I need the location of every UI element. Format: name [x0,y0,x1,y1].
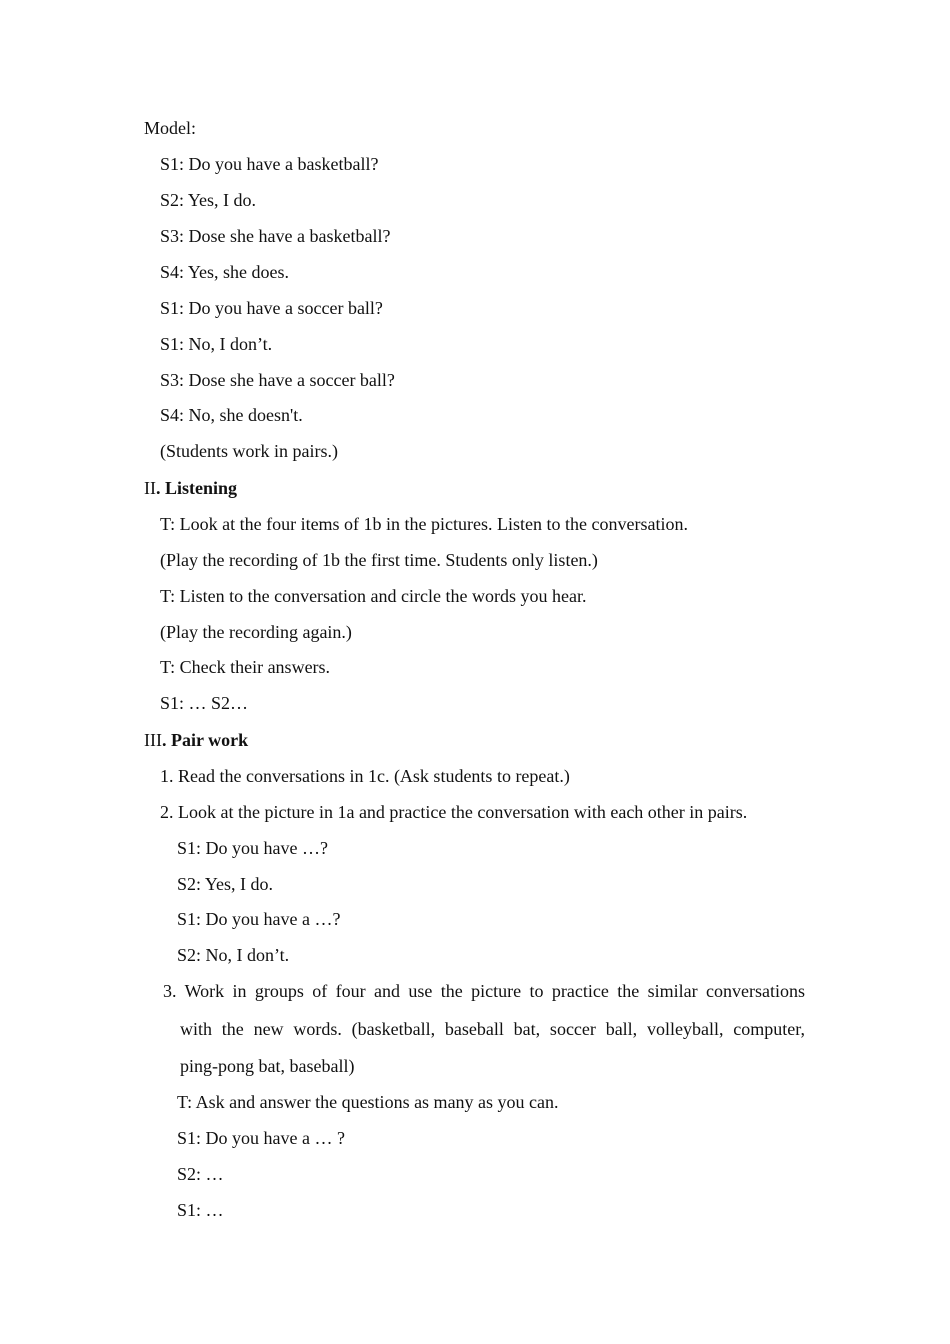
step-2-dialogue-line: S2: No, I don’t. [177,945,290,965]
listening-title: . Listening [156,478,238,498]
model-note: (Students work in pairs.) [160,441,338,461]
pair-work-number: III [144,730,162,750]
pair-work-heading [144,729,248,751]
pair-work-step-3-line-2: with the new words. (basketball, baseball bat, soccer ball, volleyball, computer, [180,1019,805,1039]
model-line: S4: Yes, she does. [160,262,290,282]
model-line: S2: Yes, I do. [160,190,257,210]
step-3-dialogue-line: S2: … [177,1164,224,1184]
pair-work-step-3-line-3: ping-pong bat, baseball) [180,1056,355,1076]
listening-line: S1: … S2… [160,693,249,713]
listening-line: T: Listen to the conversation and circle the words you hear. [160,586,587,606]
pair-work-title: . Pair work [161,730,249,750]
listening-line: (Play the recording of 1b the first time. Students only listen.) [160,550,598,570]
pair-work-step-2: 2. Look at the picture in 1a and practice the conversation with each other in pairs. [160,802,748,822]
step-3-dialogue-line: S1: … [177,1200,224,1220]
listening-number: II [144,478,156,498]
model-label: Model: [144,118,196,138]
pair-work-step-1: 1. Read the conversations in 1c. (Ask students to repeat.) [160,766,570,786]
pair-work-step-3-line-1: 3. Work in groups of four and use the picture to practice the similar conversations [163,981,805,1001]
model-line: S1: Do you have a soccer ball? [160,298,383,318]
listening-line: (Play the recording again.) [160,622,352,642]
step-2-dialogue-line: S2: Yes, I do. [177,874,274,894]
step-2-dialogue-line: S1: Do you have a …? [177,909,341,929]
model-line: S1: No, I don’t. [160,334,273,354]
model-line: S1: Do you have a basketball? [160,154,379,174]
listening-line: T: Look at the four items of 1b in the pictures. Listen to the conversation. [160,514,688,534]
model-line: S4: No, she doesn't. [160,405,303,425]
listening-line: T: Check their answers. [160,657,331,677]
step-3-dialogue-line: T: Ask and answer the questions as many as you can. [177,1092,559,1112]
step-2-dialogue-line: S1: Do you have …? [177,838,328,858]
listening-heading [144,477,237,499]
model-line: S3: Dose she have a soccer ball? [160,370,395,390]
model-line: S3: Dose she have a basketball? [160,226,391,246]
step-3-dialogue-line: S1: Do you have a … ? [177,1128,345,1148]
